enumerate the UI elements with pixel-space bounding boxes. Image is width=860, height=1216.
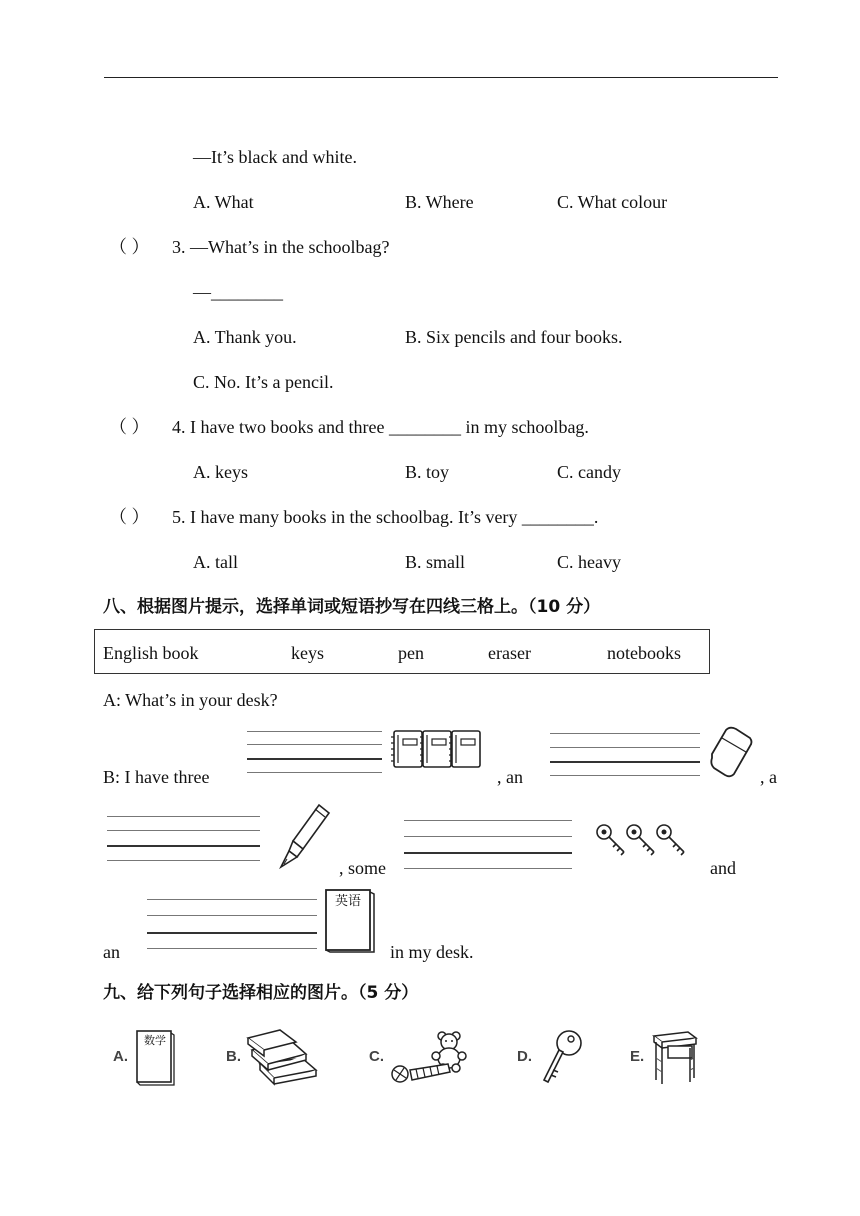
dialogue-an: , an xyxy=(497,767,523,787)
q5-option-c[interactable]: C. heavy xyxy=(557,552,621,572)
option-b-letter: B. xyxy=(226,1048,241,1065)
dialogue-end: in my desk. xyxy=(390,942,474,962)
toys-icon[interactable] xyxy=(390,1028,470,1084)
word-bank-item: pen xyxy=(398,643,424,663)
section8-title: 八、根据图片提示，选择单词或短语抄写在四线三格上。（10 分） xyxy=(103,597,601,617)
dialogue-a: , a xyxy=(760,767,777,787)
q5-stem: 5. I have many books in the schoolbag. It’s very ________. xyxy=(172,507,599,527)
word-bank xyxy=(94,629,710,674)
q4-stem: 4. I have two books and three ________ in my schoolbag. xyxy=(172,417,589,437)
math-book-label: 数学 xyxy=(144,1034,166,1047)
q4-option-b[interactable]: B. toy xyxy=(405,462,450,482)
q3-option-b[interactable]: B. Six pencils and four books. xyxy=(405,327,623,347)
math-book-icon[interactable] xyxy=(136,1030,176,1086)
q3-answer-line: —________ xyxy=(193,282,283,302)
header-rule xyxy=(104,77,778,78)
q5-option-a[interactable]: A. tall xyxy=(193,552,238,572)
eraser-icon xyxy=(708,724,754,780)
english-book-label: 英语 xyxy=(335,894,362,909)
writing-grid-1[interactable] xyxy=(247,731,382,776)
q3-answer-paren[interactable]: （ ） xyxy=(109,237,150,257)
q2-option-a[interactable]: A. What xyxy=(193,192,254,212)
word-bank-item: keys xyxy=(291,643,324,663)
dialogue-an-2: an xyxy=(103,942,120,962)
q4-answer-paren[interactable]: （ ） xyxy=(109,417,150,437)
q5-answer-paren[interactable]: （ ） xyxy=(109,507,150,527)
q2-answer-line: —It’s black and white. xyxy=(193,147,357,167)
dialogue-question: A: What’s in your desk? xyxy=(103,690,278,710)
word-bank-item: eraser xyxy=(488,643,531,663)
option-e-letter: E. xyxy=(630,1048,645,1065)
writing-grid-5[interactable] xyxy=(147,899,317,950)
notebooks-icon xyxy=(390,727,490,771)
q2-option-c[interactable]: C. What colour xyxy=(557,192,668,212)
english-book-icon xyxy=(324,888,376,954)
dialogue-b-start: B: I have three xyxy=(103,767,210,787)
q3-option-c[interactable]: C. No. It’s a pencil. xyxy=(193,372,334,392)
writing-grid-4[interactable] xyxy=(404,820,572,870)
key-icon[interactable] xyxy=(538,1028,584,1088)
option-d-letter: D. xyxy=(517,1048,532,1065)
dialogue-some: , some xyxy=(339,858,386,878)
q4-option-c[interactable]: C. candy xyxy=(557,462,621,482)
q5-option-b[interactable]: B. small xyxy=(405,552,466,572)
word-bank-item: notebooks xyxy=(607,643,681,663)
q3-stem: 3. —What’s in the schoolbag? xyxy=(172,237,390,257)
option-a-letter: A. xyxy=(113,1048,128,1065)
pen-icon xyxy=(275,801,335,871)
option-c-letter: C. xyxy=(369,1048,384,1065)
q3-option-a[interactable]: A. Thank you. xyxy=(193,327,297,347)
section9-title: 九、给下列句子选择相应的图片。（5 分） xyxy=(103,983,419,1003)
dialogue-and: and xyxy=(710,858,736,878)
book-stack-icon[interactable] xyxy=(246,1028,320,1084)
keys-icon xyxy=(594,822,688,862)
desk-icon[interactable] xyxy=(650,1028,700,1086)
writing-grid-3[interactable] xyxy=(107,816,260,862)
q2-option-b[interactable]: B. Where xyxy=(405,192,474,212)
q4-option-a[interactable]: A. keys xyxy=(193,462,248,482)
word-bank-item: English book xyxy=(103,643,199,663)
writing-grid-2[interactable] xyxy=(550,733,700,778)
